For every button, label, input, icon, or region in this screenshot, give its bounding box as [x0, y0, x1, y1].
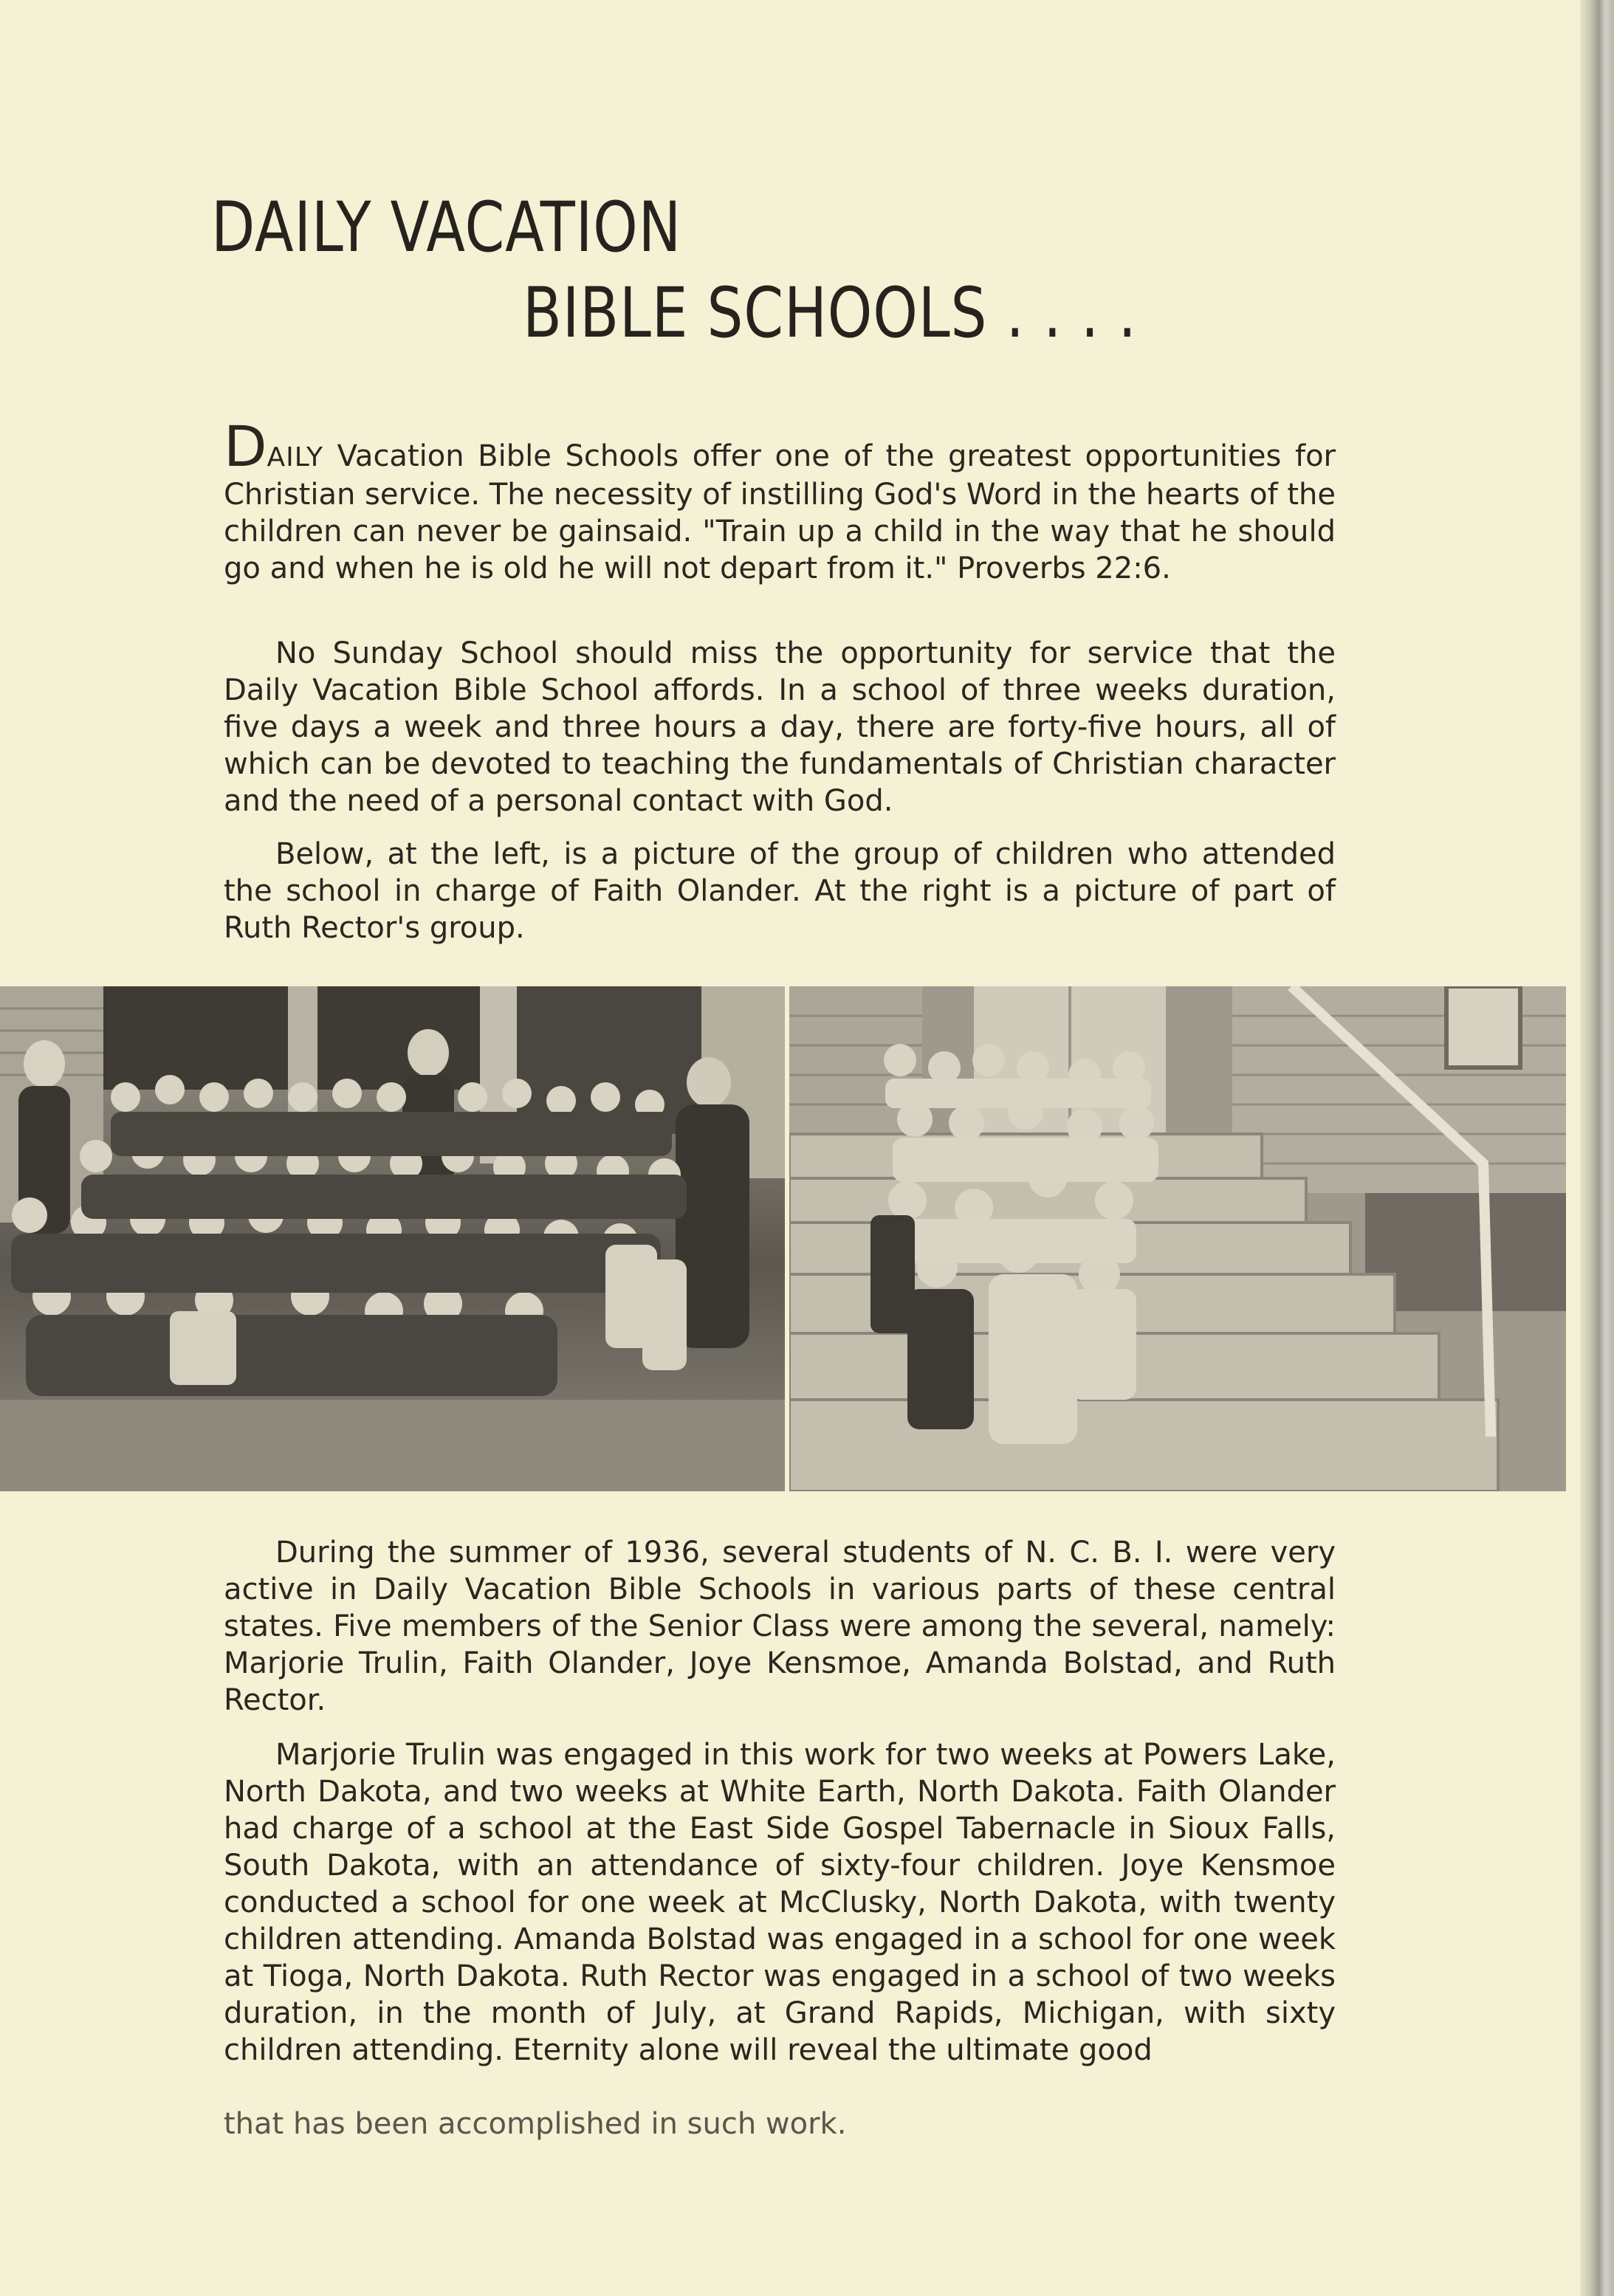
drop-cap: D — [224, 413, 267, 479]
drop-cap-rest: AILY — [267, 442, 324, 472]
photo-left-faith-olander-group — [0, 986, 785, 1491]
photo-right-image — [789, 986, 1566, 1491]
intro-paragraph — [224, 413, 1336, 587]
intro-text: Vacation Bible Schools offer one of the greatest opportunities for Christian service. The necessity of instilling God's Word in the hearts of the children can never be gainsaid. "Train up a child in the way that he should go and when he is old he will not depart from it." Proverbs 22:6. — [224, 439, 1336, 585]
page-title-line-1: DAILY VACATION — [211, 188, 682, 268]
page-title-line-2: BIBLE SCHOOLS . . . . — [523, 273, 1137, 354]
paragraph-5: Marjorie Trulin was engaged in this work for two weeks at Powers Lake, North Dakota, and two weeks at White Earth, North Dakota. Faith Olander had charge of a school at the East Side Gospel Tabernacle in Sioux Falls, South Dakota, with an attendance of sixty-four children. Joye Kensmoe conducted a school for one week at McClusky, North Dakota, with twenty children attending. Amanda Bolstad was engaged in a school for one week at Tioga, North Dakota. Ruth Rector was engaged in a school of two weeks duration, in the month of July, at Grand Rapids, Michigan, with sixty children attending. Eternity alone will reveal the ultimate good — [224, 1738, 1336, 2067]
photo-right-ruth-rector-group — [789, 986, 1566, 1491]
paragraph-3: Below, at the left, is a picture of the group of children who attended the school in charge of Faith Olander. At the right is a picture of part of Ruth Rector's group. — [224, 837, 1336, 945]
paragraph-5-last-line: that has been accomplished in such work. — [224, 2107, 847, 2141]
page-binding-edge — [1580, 0, 1614, 2296]
paragraph-4: During the summer of 1936, several students of N. C. B. I. were very active in Daily Vacation Bible Schools in various parts of these central states. Five members of the Senior Class were among the several, namely: Marjorie Trulin, Faith Olander, Joye Kensmoe, Amanda Bolstad, and Ruth Rector. — [224, 1536, 1336, 1717]
photo-left-image — [0, 986, 785, 1491]
paragraph-2: No Sunday School should miss the opportunity for service that the Daily Vacation Bible School affords. In a school of three weeks duration, five days a week and three hours a day, there are forty-five hours, all of which can be devoted to teaching the fundamentals of Christian character and the need of a personal contact with God. — [224, 636, 1336, 818]
